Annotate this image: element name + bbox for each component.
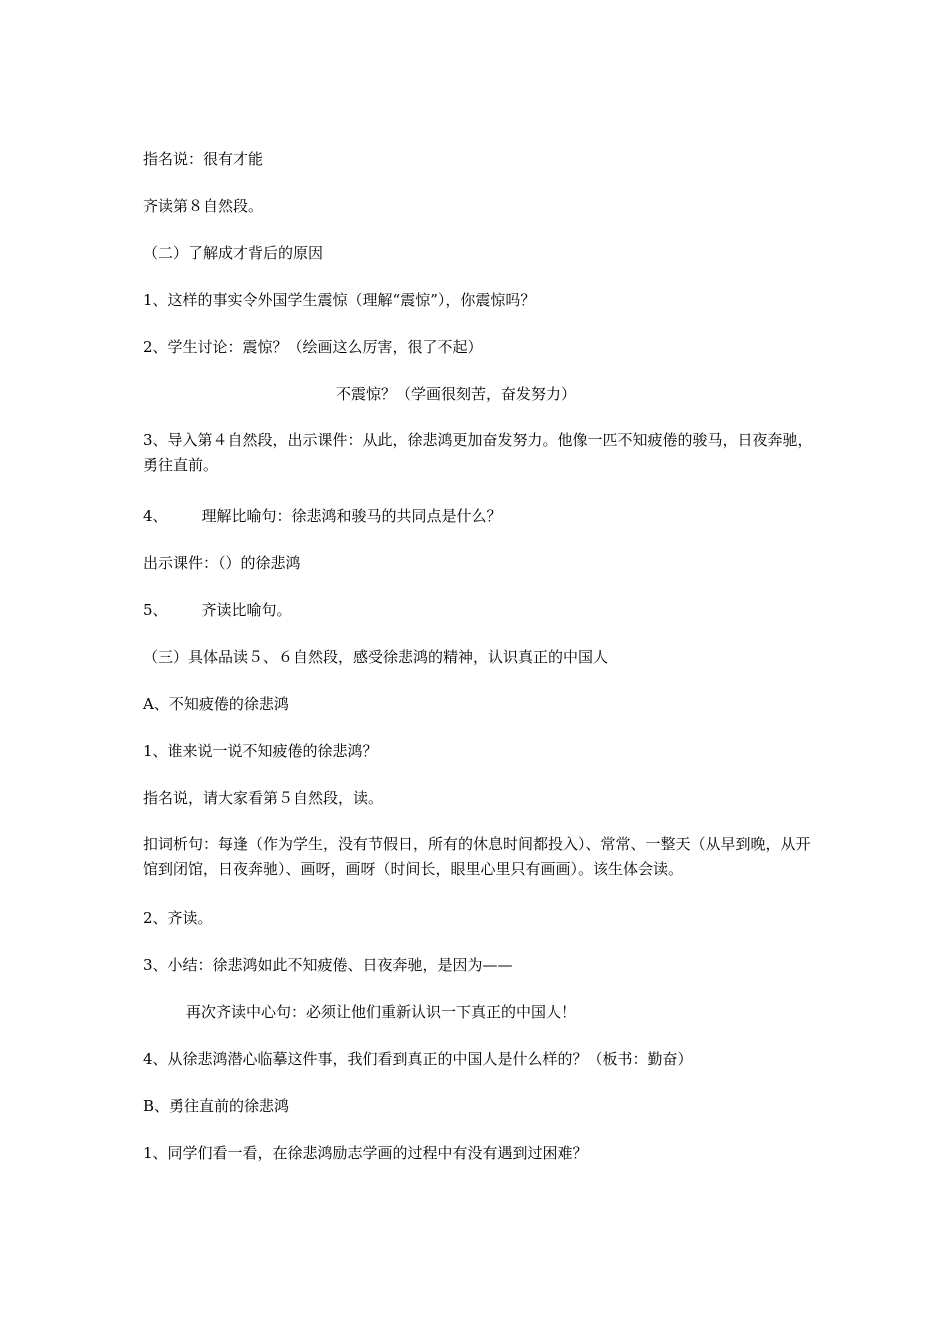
section-heading: （三）具体品读５、６自然段，感受徐悲鸿的精神，认识真正的中国人 [143, 648, 609, 666]
item-text: 齐读比喻句。 [201, 601, 292, 619]
paragraph: 指名说：很有才能 [143, 150, 264, 168]
item-number: 4、 [143, 507, 168, 525]
paragraph-indented: 再次齐读中心句：必须让他们重新认识一下真正的中国人！ [186, 1003, 577, 1021]
paragraph: 1、同学们看一看，在徐悲鸿励志学画的过程中有没有遇到过困难？ [143, 1144, 588, 1162]
paragraph: 1、这样的事实令外国学生震惊（理解“震惊”），你震惊吗？ [143, 291, 536, 309]
paragraph: 齐读第８自然段。 [143, 197, 264, 215]
paragraph: 3、小结：徐悲鸿如此不知疲倦、日夜奔驰，是因为—— [143, 956, 513, 974]
item-number: 5、 [143, 601, 168, 619]
numbered-item [143, 599, 823, 621]
paragraph-indented: 不震惊？（学画很刻苦，奋发努力） [336, 385, 577, 403]
paragraph: 扣词析句：每逢（作为学生，没有节假日，所有的休息时间都投入）、常常、一整天（从早到晚，从开馆到闭馆，日夜奔驰）、画呀，画呀（时间长，眼里心里只有画画）。该生体会读。 [143, 835, 811, 878]
subsection-heading: A、不知疲倦的徐悲鸿 [143, 695, 289, 713]
paragraph: 4、从徐悲鸿潜心临摹这件事，我们看到真正的中国人是什么样的？（板书：勤奋） [143, 1050, 693, 1068]
paragraph: 指名说，请大家看第５自然段，读。 [143, 789, 384, 807]
section-heading: （二）了解成才背后的原因 [143, 244, 324, 262]
paragraph: 出示课件：（）的徐悲鸿 [143, 554, 301, 572]
paragraph: 3、导入第４自然段，出示课件：从此，徐悲鸿更加奋发努力。他像一匹不知疲倦的骏马，日夜奔驰，勇往直前。 [143, 431, 813, 474]
paragraph: 1、谁来说一说不知疲倦的徐悲鸿？ [143, 742, 378, 760]
subsection-heading: B、勇往直前的徐悲鸿 [143, 1097, 290, 1115]
item-text: 理解比喻句：徐悲鸿和骏马的共同点是什么？ [201, 507, 502, 525]
paragraph: 2、齐读。 [143, 909, 213, 927]
paragraph: 2、学生讨论：震惊？（绘画这么厉害，很了不起） [143, 338, 483, 356]
numbered-item [143, 505, 823, 527]
